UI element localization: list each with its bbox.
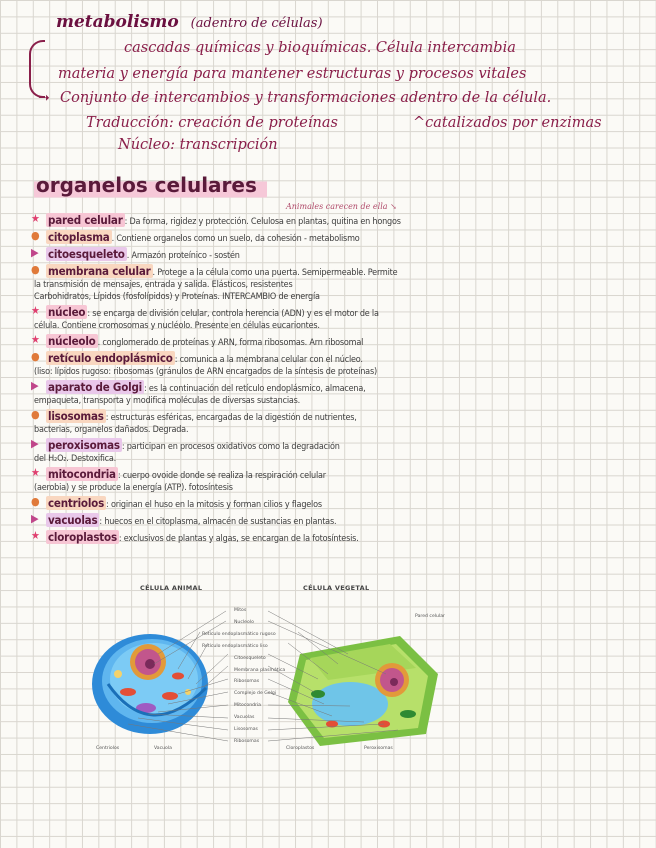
diagram-label: Nucleolo — [234, 619, 254, 625]
plant-cell-icon — [288, 636, 438, 746]
organelle-name: retículo endoplásmico — [48, 351, 173, 365]
diagram-label: Mitocondria — [234, 703, 261, 709]
label-peroxisomas: Peroxisomas — [364, 746, 393, 751]
organelle-line — [34, 381, 644, 395]
header-line-5: Núcleo: transcripción — [118, 137, 278, 153]
bullet-icon: ● — [31, 229, 40, 242]
organelle-line — [34, 468, 644, 482]
organelle-row — [31, 304, 644, 332]
diagram-label: Lisosomas — [234, 727, 258, 732]
organelle-list — [31, 212, 644, 548]
organelle-line — [34, 214, 644, 228]
header-line-3: Conjunto de intercambios y transformaciones adentro de la célula. — [60, 90, 552, 106]
cell-diagram — [88, 584, 448, 754]
diagram-label: Retículo endoplasmático rugoso — [202, 631, 276, 637]
organelle-name: núcleolo — [48, 334, 96, 348]
organelle-line — [34, 514, 644, 528]
bullet-icon: ▶ — [31, 246, 39, 259]
diagram-label: Retículo endoplasmático liso — [202, 643, 268, 649]
diagram-label: Citoesqueleto — [234, 655, 266, 661]
organelle-description: : cuerpo ovoide donde se realiza la respiración celular — [117, 471, 326, 481]
organelle-row — [31, 246, 644, 262]
organelle-row — [31, 466, 644, 494]
bullet-icon: ● — [31, 350, 40, 363]
label-cloroplastos: Cloroplastos — [286, 746, 315, 751]
organelle-description-continued: la transmisión de mensajes, entrada y salida. Elásticos, resistentes — [34, 280, 293, 290]
organelle-description: . conglomerado de proteínas y ARN, forma ribosomas. Arn ribosomal — [97, 338, 364, 348]
organelle-row — [31, 379, 644, 407]
organelle-line — [34, 248, 644, 262]
organelle-row — [31, 408, 644, 436]
organelle-description-continued: Carbohidratos, Lípidos (fosfolípidos) y Proteínas. INTERCAMBIO de energía — [34, 292, 320, 302]
organelle-line — [34, 335, 644, 349]
organelle-description: : estructuras esféricas, encargadas de la digestión de nutrientes, — [105, 413, 357, 423]
bullet-icon: ● — [31, 263, 40, 276]
organelle-description-continued: bacterias, organelos dañados. Degrada. — [34, 425, 189, 435]
metabolism-title-text: metabolismo — [56, 12, 179, 32]
organelle-row — [31, 512, 644, 528]
animal-cell-icon — [92, 634, 208, 734]
organelle-name: peroxisomas — [48, 438, 120, 452]
organelle-description-continued: del H₂O₂. Destoxifica. — [34, 454, 117, 464]
organelle-row — [31, 529, 644, 545]
organelle-description: . Contiene organelos como un suelo, da cohesión - metabolismo — [111, 234, 360, 244]
label-vacuola: Vacuola — [154, 746, 172, 751]
organelle-name: centriolos — [48, 496, 105, 510]
diagram-label: Vacuolas — [234, 715, 255, 721]
organelle-description: : exclusivos de plantas y algas, se encargan de la fotosíntesis. — [118, 534, 359, 544]
organelle-description: . Protege a la célula como una puerta. Semipermeable. Permite — [152, 268, 398, 278]
organelle-name: cloroplastos — [48, 530, 117, 544]
organelle-description: : comunica a la membrana celular con el núcleo. — [174, 355, 363, 365]
organelle-description: : huecos en el citoplasma, almacén de sustancias en plantas. — [99, 517, 337, 527]
organelle-line — [34, 306, 644, 320]
organelle-name: núcleo — [48, 305, 86, 319]
header-line-4b: ^catalizados por enzimas — [413, 115, 602, 131]
plant-cell-caption: CÉLULA VEGETAL — [303, 584, 370, 592]
organelle-row — [31, 333, 644, 349]
diagram-label: Ribosomas — [234, 679, 260, 685]
header-line-4a: Traducción: creación de proteínas — [86, 115, 338, 131]
bullet-icon: ▶ — [31, 512, 39, 525]
organelle-row — [31, 229, 644, 245]
label-centriolos: Centriolos — [96, 746, 120, 751]
organelle-line — [34, 352, 644, 366]
header-line-2: materia y energía para mantener estructuras y procesos vitales — [58, 66, 527, 82]
organelle-description-continued: (aerobia) y se produce la energía (ATP). fotosíntesis — [34, 483, 233, 493]
organelle-row — [31, 495, 644, 511]
organelle-description: : participan en procesos oxidativos como la degradación — [121, 442, 340, 452]
organelle-description: : originan el huso en la mitosis y forman cilios y flagelos — [106, 500, 322, 510]
diagram-label: Membrana plasmática — [234, 667, 286, 673]
organelle-name: vacuolas — [48, 513, 98, 527]
organelle-description-continued: (liso: lípidos rugoso: ribosomas (gránulos de ARN encargados de la síntesis de proteínas) — [34, 367, 377, 377]
diagram-label: Complejo de Golgi — [234, 691, 277, 697]
bullet-icon: ● — [31, 495, 40, 508]
organelle-description: . Armazón proteínico - sostén — [126, 251, 240, 261]
organelle-description: : Da forma, rigidez y protección. Celulosa en plantas, quitina en hongos — [124, 217, 401, 227]
bullet-icon: ▶ — [31, 379, 39, 392]
organelle-name: mitocondria — [48, 467, 116, 481]
organelle-row — [31, 212, 644, 228]
organelle-line — [34, 231, 644, 245]
bullet-icon: ★ — [31, 333, 40, 346]
organelle-name: aparato de Golgi — [48, 380, 143, 394]
animal-cell-caption: CÉLULA ANIMAL — [140, 584, 203, 592]
organelle-row — [31, 263, 644, 303]
organelle-name: citoesqueleto — [48, 247, 125, 261]
organelle-line — [34, 439, 644, 453]
header-line-1: cascadas químicas y bioquímicas. Célula intercambia — [124, 40, 516, 56]
organelle-name: lisosomas — [48, 409, 104, 423]
organelle-line — [34, 497, 644, 511]
bullet-icon: ● — [31, 408, 40, 421]
organelle-description-continued: célula. Contiene cromosomas y nucléolo. Presente en células eucariontes. — [34, 321, 320, 331]
organelle-line — [34, 410, 644, 424]
diagram-label: Ribosomas — [234, 738, 260, 744]
section-top-note: Animales carecen de ella ↘ — [286, 202, 397, 211]
organelle-name: pared celular — [48, 213, 123, 227]
organelle-description: : es la continuación del retículo endoplásmico, almacena, — [144, 384, 366, 394]
bullet-icon: ★ — [31, 304, 40, 317]
metabolism-title-note: (adentro de células) — [190, 16, 323, 31]
metabolism-title — [56, 12, 323, 32]
section-title: organelos celulares — [34, 172, 267, 199]
arrow-icon: ➝ — [38, 90, 50, 106]
organelle-name: citoplasma — [48, 230, 110, 244]
bullet-icon: ★ — [31, 529, 40, 542]
bullet-icon: ★ — [31, 466, 40, 479]
organelle-line — [34, 265, 644, 279]
organelle-row — [31, 350, 644, 378]
organelle-description: : se encarga de división celular, controla herencia (ADN) y es el motor de la — [87, 309, 379, 319]
organelle-description-continued: empaqueta, transporta y modifica moléculas de diversas sustancias. — [34, 396, 301, 406]
diagram-label: Mitos — [234, 608, 247, 613]
organelle-line — [34, 531, 644, 545]
organelle-name: membrana celular — [48, 264, 151, 278]
bullet-icon: ▶ — [31, 437, 39, 450]
organelle-row — [31, 437, 644, 465]
bullet-icon: ★ — [31, 212, 40, 225]
label-pared-celular: Pared celular — [415, 614, 445, 619]
